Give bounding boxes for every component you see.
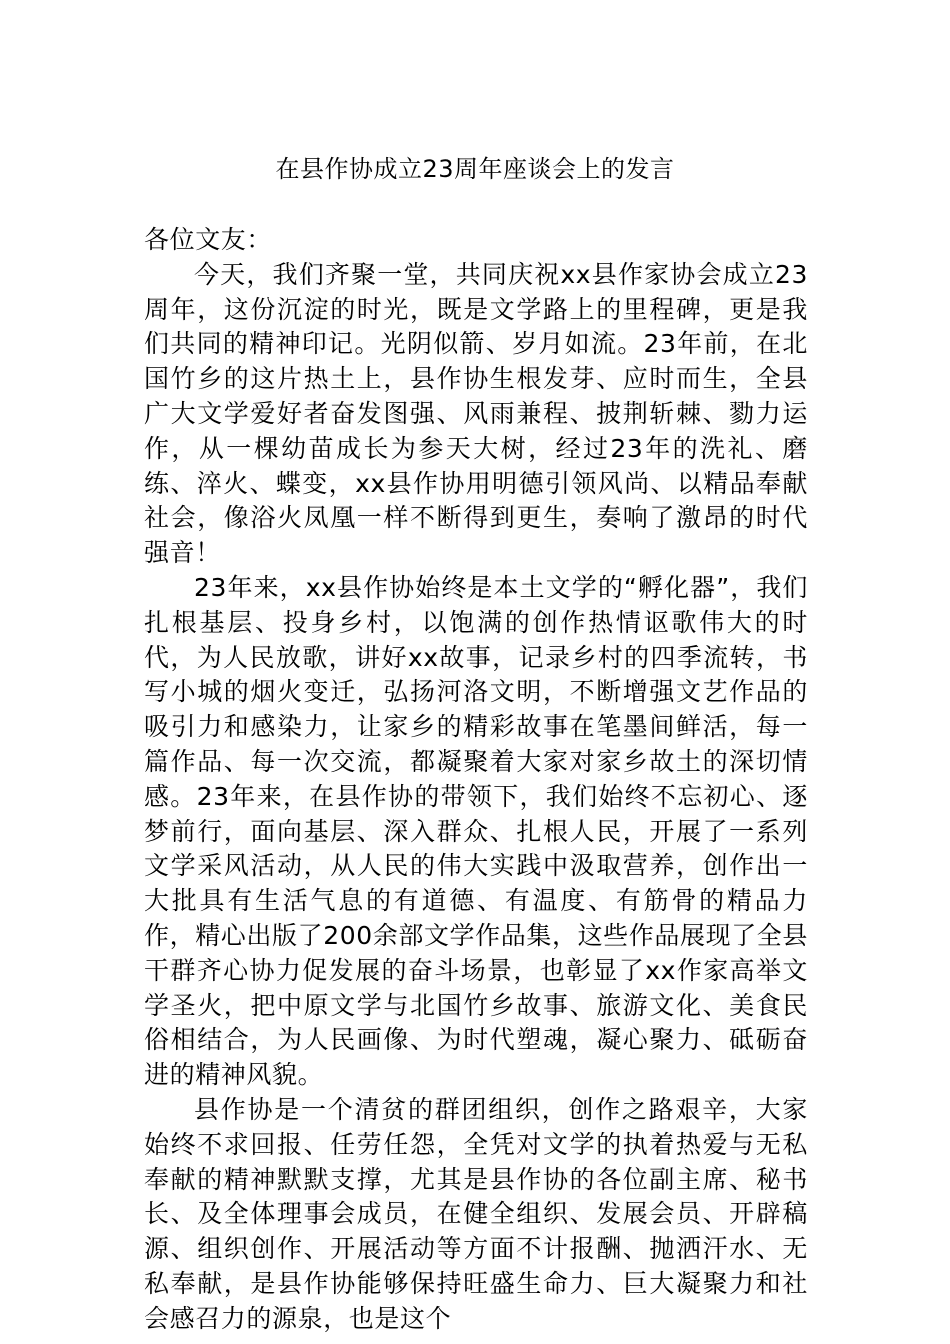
paragraph-1: 今天，我们齐聚一堂，共同庆祝xx县作家协会成立23周年，这份沉淀的时光，既是文学路上的里程碑，更是我们共同的精神印记。光阴似箭、岁月如流。23年前，在北国竹乡的这片热土上，县作协生根发芽、应时而生，全县广大文学爱好者奋发图强、风雨兼程、披荆斩棘、勠力运作，从一棵幼苗成长为参天大树，经过23年的洗礼、磨练、淬火、蝶变，xx县作协用明德引领风尚、以精品奉献社会，像浴火凤凰一样不断得到更生，奏响了激昂的时代强音！ bbox=[144, 259, 808, 568]
document-body bbox=[144, 223, 808, 1337]
salutation: 各位文友： bbox=[144, 225, 273, 254]
document-title: 在县作协成立23周年座谈会上的发言 bbox=[275, 155, 675, 183]
paragraph-3: 县作协是一个清贫的群团组织，创作之路艰辛，大家始终不求回报、任劳任怨，全凭对文学的执着热爱与无私奉献的精神默默支撑，尤其是县作协的各位副主席、秘书长、及全体理事会成员，在健全组织、发展会员、开辟稿源、组织创作、开展活动等方面不计报酬、抛洒汗水、无私奉献，是县作协能够保持旺盛生命力、巨大凝聚力和社会感召力的源泉，也是这个 bbox=[144, 1094, 808, 1333]
paragraph-2: 23年来，xx县作协始终是本土文学的“孵化器”，我们扎根基层、投身乡村，以饱满的创作热情讴歌伟大的时代，为人民放歌，讲好xx故事，记录乡村的四季流转，书写小城的烟火变迁，弘扬河洛文明，不断增强文艺作品的吸引力和感染力，让家乡的精彩故事在笔墨间鲜活，每一篇作品、每一次交流，都凝聚着大家对家乡故土的深切情感。23年来，在县作协的带领下，我们始终不忘初心、逐梦前行，面向基层、深入群众、扎根人民，开展了一系列文学采风活动，从人民的伟大实践中汲取营养，创作出一大批具有生活气息的有道德、有温度、有筋骨的精品力作，精心出版了200余部文学作品集，这些作品展现了全县干群齐心协力促发展的奋斗场景，也彰显了xx作家高举文学圣火，把中原文学与北国竹乡故事、旅游文化、美食民俗相结合，为人民画像、为时代塑魂，凝心聚力、砥砺奋进的精神风貌。 bbox=[144, 572, 808, 1090]
